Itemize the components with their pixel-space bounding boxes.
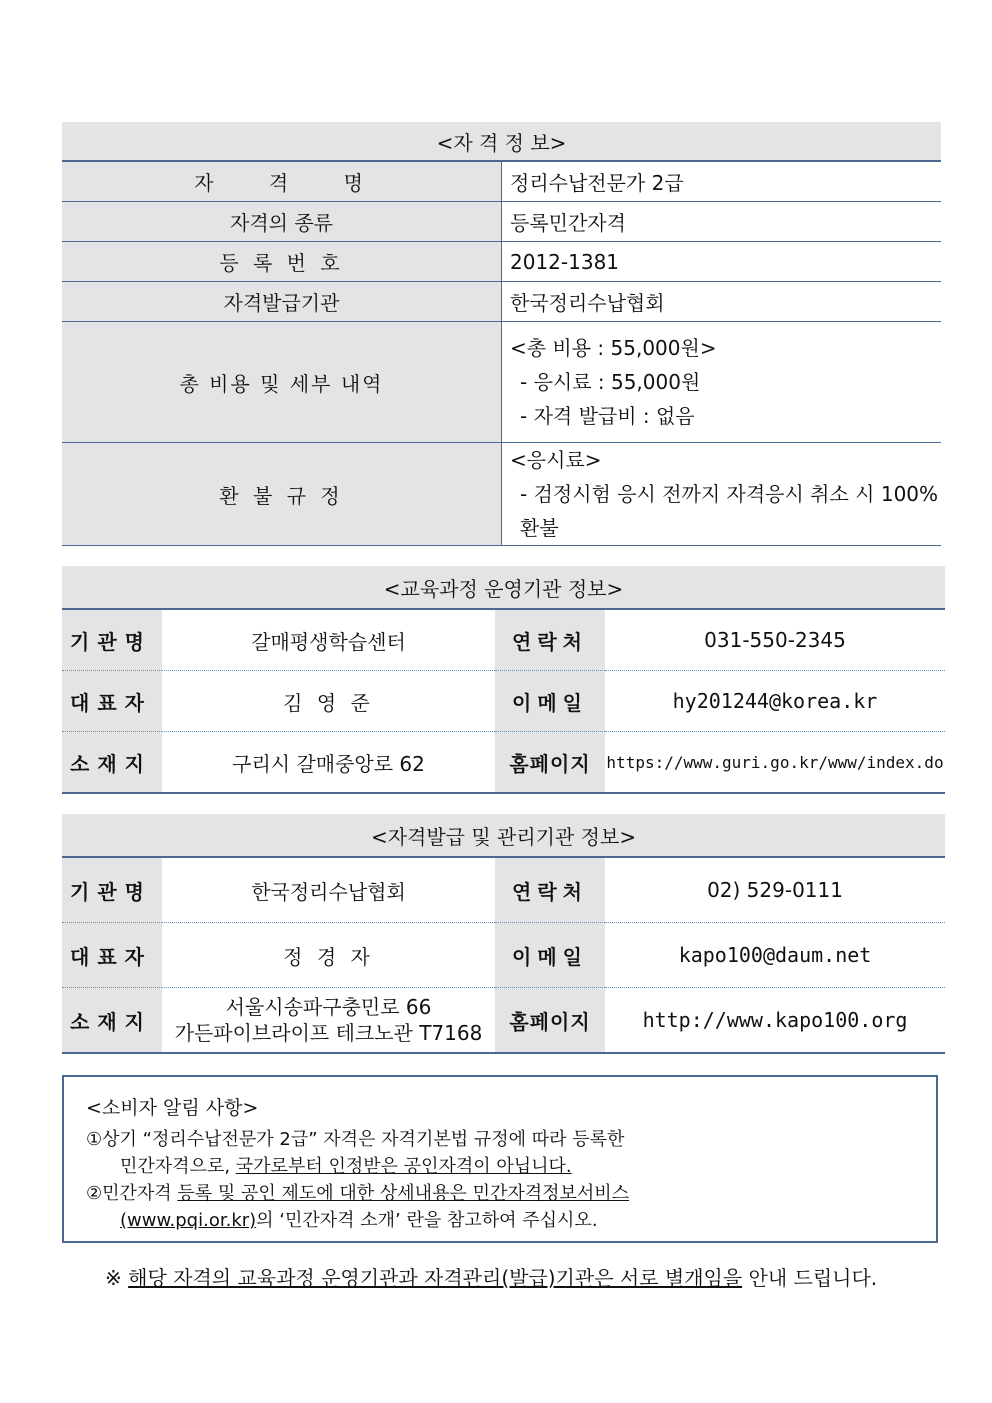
- cost-label: 총 비용 및 세부 내역: [62, 322, 502, 443]
- footer-emphasis: 해당 자격의 교육과정 운영기관과 자격관리(발급)기관은 서로 별개임을: [128, 1266, 743, 1290]
- notice-item: ①상기 “정리수납전문가 2급” 자격은 자격기본법 규정에 따라 등록한: [86, 1129, 625, 1150]
- org-name-value: 갈매평생학습센터: [162, 609, 495, 671]
- representative-label: 대표자: [62, 923, 162, 988]
- table-row: [62, 242, 941, 282]
- cost-line: - 자격 발급비 : 없음: [520, 404, 695, 428]
- notice-text: 의 ‘민간자격 소개’ 란을 참고하여 주십시오.: [256, 1210, 598, 1231]
- table-row: [62, 202, 941, 242]
- cost-line: - 응시료 : 55,000원: [520, 370, 701, 394]
- issuing-org-title: <자격발급 및 관리기관 정보>: [62, 814, 945, 857]
- row-label: 등 록 번 호: [62, 242, 502, 282]
- row-label: 자격발급기관: [62, 282, 502, 322]
- notice-item: [86, 1180, 936, 1207]
- refund-detail: [502, 443, 942, 546]
- notice-emphasis: 국가로부터 인정받은 공인자격이 아닙니다.: [235, 1156, 572, 1177]
- notice-item: [86, 1153, 936, 1180]
- notice-text: 민간자격으로,: [120, 1156, 236, 1177]
- notice-emphasis: 등록 및 공인 제도에 대한 상세내용은 민간자격정보서비스: [177, 1183, 630, 1204]
- pqi-link[interactable]: (www.pqi.or.kr): [120, 1210, 257, 1231]
- address-line: 가든파이브라이프 테크노관 T7168: [174, 1021, 483, 1045]
- footer-note: [105, 1262, 877, 1291]
- email-value[interactable]: kapo100@daum.net: [605, 923, 945, 988]
- education-org-table: [62, 566, 945, 794]
- refund-label: 환 불 규 정: [62, 443, 502, 546]
- footer-text: 안내 드립니다.: [742, 1266, 878, 1290]
- row-label: 자 격 명: [62, 161, 502, 202]
- notice-text: ②민간자격: [86, 1183, 178, 1204]
- org-name-label: 기관명: [62, 609, 162, 671]
- qualification-info-title: <자 격 정 보>: [62, 122, 941, 161]
- notice-title: <소비자 알림 사항>: [86, 1097, 259, 1119]
- qualification-info-table: [62, 122, 941, 546]
- table-row: [62, 322, 941, 443]
- table-row: [62, 609, 945, 671]
- table-row: [62, 923, 945, 988]
- education-org-title: <교육과정 운영기관 정보>: [62, 566, 945, 609]
- table-row: [62, 732, 945, 794]
- row-value: 2012-1381: [502, 242, 942, 282]
- homepage-label: 홈페이지: [495, 732, 605, 794]
- homepage-link[interactable]: http://www.kapo100.org: [605, 988, 945, 1054]
- reference-mark: ※: [105, 1266, 129, 1290]
- representative-label: 대표자: [62, 671, 162, 732]
- table-row: [62, 988, 945, 1054]
- row-label: 자격의 종류: [62, 202, 502, 242]
- representative-value: 김 영 준: [162, 671, 495, 732]
- email-label: 이메일: [495, 923, 605, 988]
- org-name-label: 기관명: [62, 857, 162, 923]
- email-value[interactable]: hy201244@korea.kr: [605, 671, 945, 732]
- row-value: 정리수납전문가 2급: [502, 161, 942, 202]
- table-row: [62, 443, 941, 546]
- contact-label: 연락처: [495, 609, 605, 671]
- contact-value: 031-550-2345: [605, 609, 945, 671]
- contact-label: 연락처: [495, 857, 605, 923]
- table-row: [62, 161, 941, 202]
- homepage-link[interactable]: https://www.guri.go.kr/www/index.do: [605, 732, 945, 794]
- org-name-value: 한국정리수납협회: [162, 857, 495, 923]
- address-value: [162, 988, 495, 1054]
- cost-heading: <총 비용 : 55,000원>: [510, 336, 717, 360]
- address-value: 구리시 갈매중앙로 62: [162, 732, 495, 794]
- email-label: 이메일: [495, 671, 605, 732]
- row-value: 한국정리수납협회: [502, 282, 942, 322]
- table-row: [62, 282, 941, 322]
- contact-value: 02) 529-0111: [605, 857, 945, 923]
- refund-heading: <응시료>: [510, 448, 602, 472]
- refund-line: - 검정시험 응시 전까지 자격응시 취소 시 100% 환불: [520, 482, 939, 540]
- row-value: 등록민간자격: [502, 202, 942, 242]
- address-label: 소재지: [62, 732, 162, 794]
- homepage-label: 홈페이지: [495, 988, 605, 1054]
- table-row: [62, 857, 945, 923]
- table-row: [62, 671, 945, 732]
- representative-value: 정 경 자: [162, 923, 495, 988]
- address-label: 소재지: [62, 988, 162, 1054]
- consumer-notice-box: [62, 1075, 938, 1243]
- cost-detail: [502, 322, 942, 443]
- issuing-org-table: [62, 814, 945, 1054]
- notice-item: [86, 1207, 936, 1234]
- address-line: 서울시송파구충민로 66: [225, 995, 432, 1019]
